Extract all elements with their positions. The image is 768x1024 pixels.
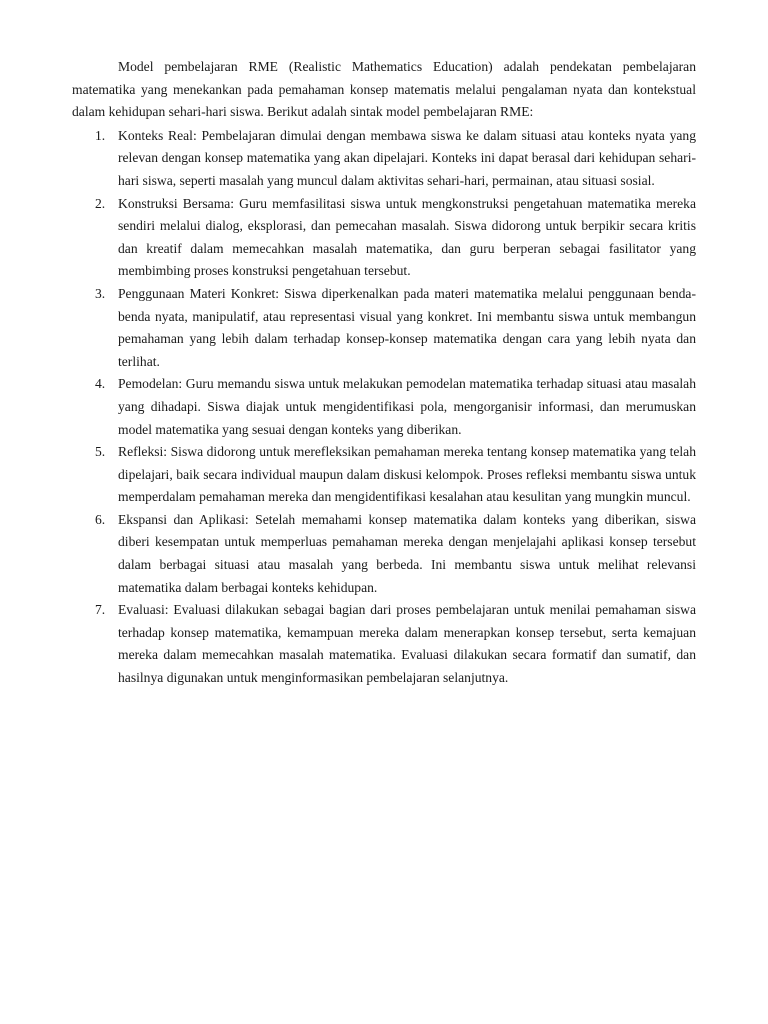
list-item-number: 5. bbox=[95, 444, 106, 460]
list-item-refleksi bbox=[72, 441, 696, 509]
list-item-materi-konkret bbox=[72, 283, 696, 373]
list-item-number: 1. bbox=[95, 127, 106, 143]
document-page bbox=[72, 56, 696, 690]
intro-paragraph: Model pembelajaran RME (Realistic Mathematics Education) adalah pendekatan pembelajaran matematika yang menekankan pada pemahaman konsep matematis melalui pengalaman nyata dan kontekstual dalam kehidupan sehari-hari siswa. Berikut adalah sintak model pembelajaran RME: bbox=[72, 59, 696, 120]
list-item-konstruksi-bersama bbox=[72, 193, 696, 283]
list-item-number: 2. bbox=[95, 195, 106, 211]
list-item-number: 4. bbox=[95, 376, 106, 392]
list-item-konteks-real bbox=[72, 125, 696, 193]
list-item-text: Pemodelan: Guru memandu siswa untuk melakukan pemodelan matematika terhadap situasi atau masalah yang dihadapi. Siswa diajak untuk mengidentifikasi pola, mengorganisir informasi, dan merumuskan model matematika yang sesuai dengan konteks yang diberikan. bbox=[118, 376, 696, 437]
list-item-number: 3. bbox=[95, 285, 106, 301]
list-item-number: 6. bbox=[95, 511, 106, 527]
list-item-ekspansi-aplikasi bbox=[72, 509, 696, 599]
list-item-text: Refleksi: Siswa didorong untuk merefleksikan pemahaman mereka tentang konsep matematika yang telah dipelajari, baik secara individual maupun dalam diskusi kelompok. Proses refleksi membantu siswa untuk memperdalam pemahaman mereka dan mengidentifikasi kesalahan atau kesulitan yang mungkin muncul. bbox=[118, 444, 696, 505]
list-item-text: Evaluasi: Evaluasi dilakukan sebagai bagian dari proses pembelajaran untuk menilai pemahaman siswa terhadap konsep matematika, kemampuan mereka dalam menerapkan konsep tersebut, serta kemajuan mereka dalam memecahkan masalah matematika. Evaluasi dilakukan secara formatif dan sumatif, dan hasilnya digunakan untuk menginformasikan pembelajaran selanjutnya. bbox=[118, 602, 696, 686]
rme-steps-list bbox=[72, 125, 696, 690]
list-item-text: Konstruksi Bersama: Guru memfasilitasi siswa untuk mengkonstruksi pengetahuan matematika mereka sendiri melalui dialog, eksplorasi, dan pemecahan masalah. Siswa didorong untuk berpikir secara kritis dan kreatif dalam memecahkan masalah matematika, dan guru berperan sebagai fasilitator yang membimbing proses konstruksi pengetahuan tersebut. bbox=[118, 195, 696, 279]
list-item-text: Konteks Real: Pembelajaran dimulai dengan membawa siswa ke dalam situasi atau konteks nyata yang relevan dengan konsep matematika yang akan dipelajari. Konteks ini dapat berasal dari kehidupan sehari-hari siswa, seperti masalah yang muncul dalam aktivitas sehari-hari, permainan, atau situasi sosial. bbox=[118, 127, 696, 188]
list-item-evaluasi bbox=[72, 599, 696, 689]
list-item-number: 7. bbox=[95, 602, 106, 618]
list-item-text: Penggunaan Materi Konkret: Siswa diperkenalkan pada materi matematika melalui penggunaan benda-benda nyata, manipulatif, atau representasi visual yang konkret. Ini membantu siswa untuk membangun pemahaman yang lebih dalam terhadap konsep-konsep matematika dengan cara yang lebih nyata dan terlihat. bbox=[118, 285, 696, 369]
list-item-text: Ekspansi dan Aplikasi: Setelah memahami konsep matematika dalam konteks yang diberikan, siswa diberi kesempatan untuk memperluas pemahaman mereka dengan menjelajahi aplikasi konsep tersebut dalam berbagai situasi atau masalah yang berbeda. Ini membantu siswa untuk melihat relevansi matematika dalam berbagai konteks kehidupan. bbox=[118, 511, 696, 595]
list-item-pemodelan bbox=[72, 373, 696, 441]
